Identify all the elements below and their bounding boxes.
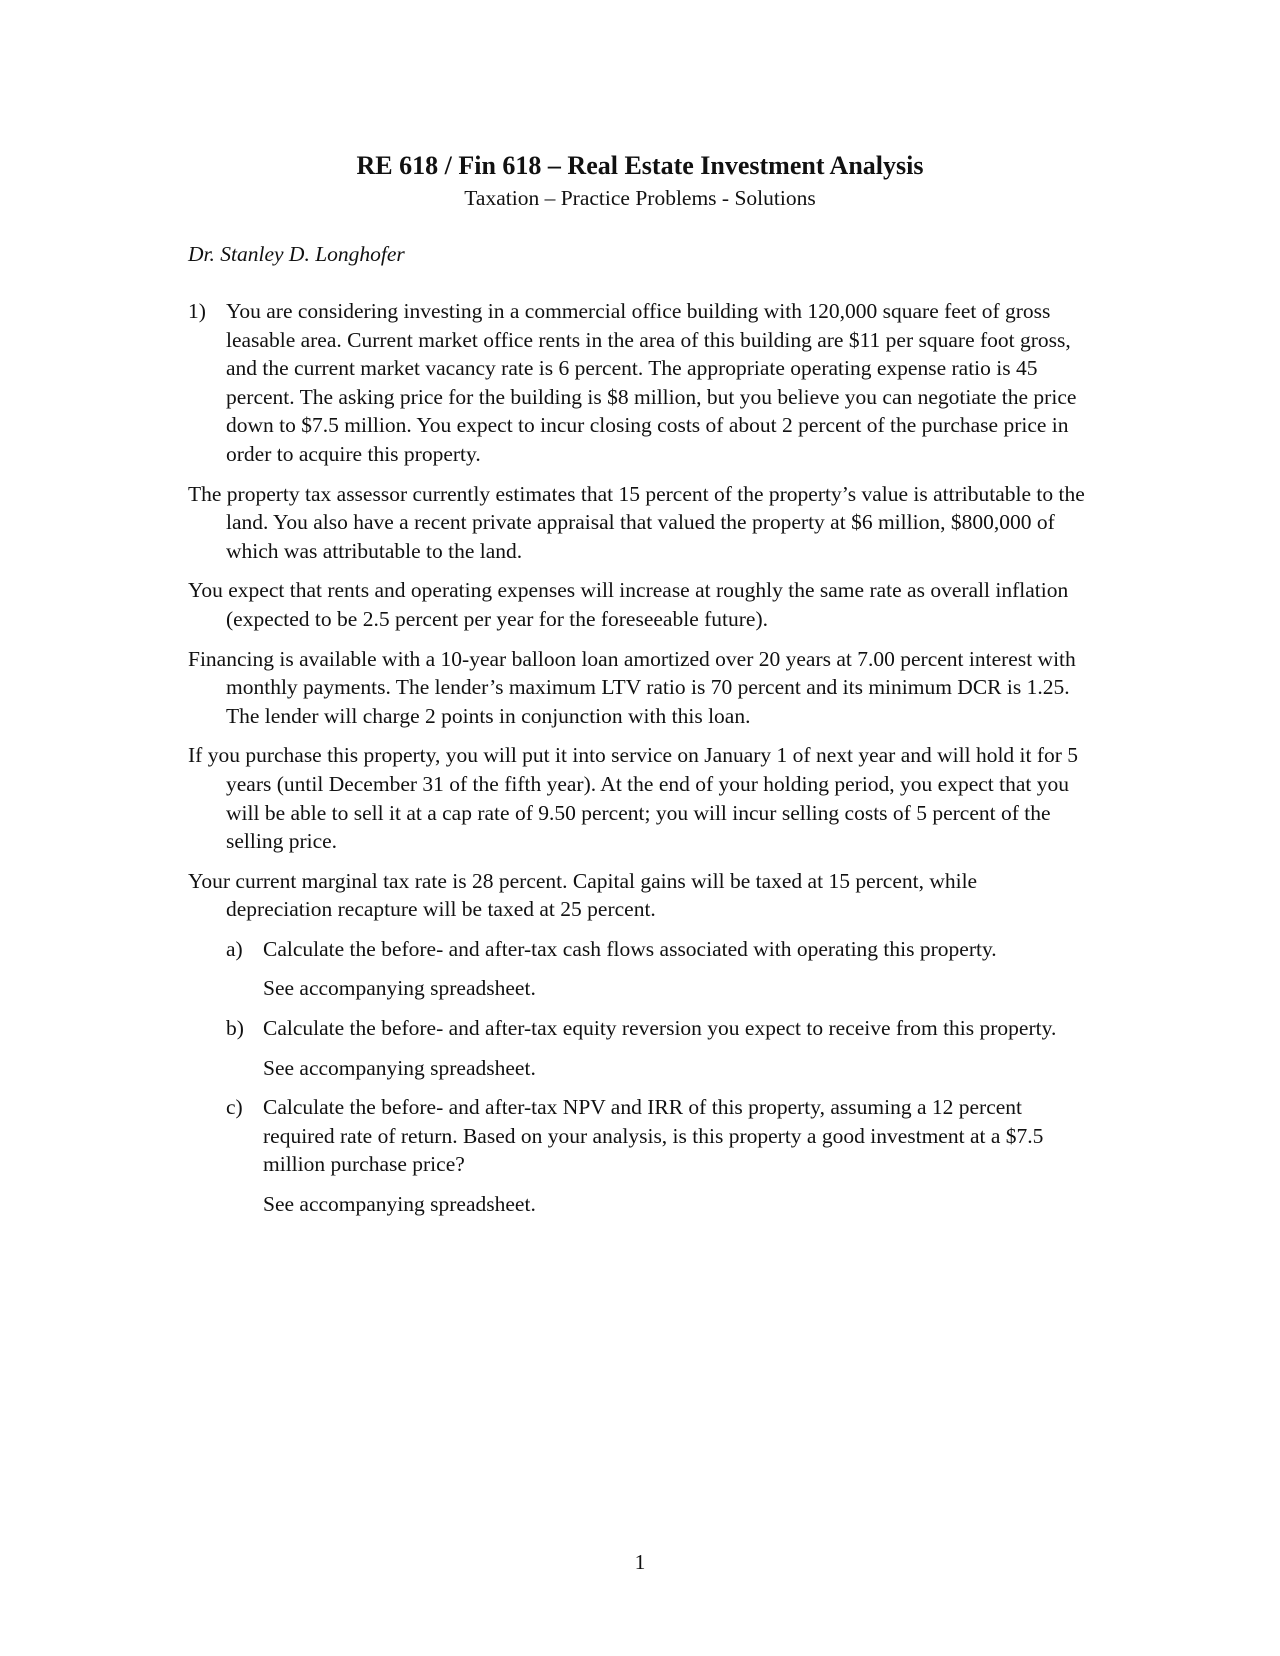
paragraph-financing: Financing is available with a 10-year balloon loan amortized over 20 years at 7.00 percent interest with monthly payments. The lender’s maximum LTV ratio is 70 percent and its minimum DCR is 1.25. The lender will charge 2 points in conjunction with this loan. [188, 646, 1076, 728]
subquestion-label: c) [226, 1095, 243, 1120]
answer-a: See accompanying spreadsheet. [263, 976, 536, 1001]
question-text: You are considering investing in a commercial office building with 120,000 square feet of gross leasable area. Current market office rents in the area of this building are $11 per square foot gross, and the current market vacancy rate is 6 percent. The appropriate operating expense ratio is 45 percent. The asking price for the building is $8 million, but you believe you can negotiate the price down to $7.5 million. You expect to incur closing costs of about 2 percent of the purchase price in order to acquire this property. [226, 299, 1077, 466]
document-body [188, 297, 1088, 1230]
subquestion-text: Calculate the before- and after-tax NPV and IRR of this property, assuming a 12 percent required rate of return. Based on your analysis, is this property a good investment at a $7.5 million purchase price? [263, 1095, 1044, 1177]
paragraph-holding-period: If you purchase this property, you will put it into service on January 1 of next year and will hold it for 5 years (until December 31 of the fifth year). At the end of your holding period, you expect that you will be able to sell it at a cap rate of 9.50 percent; you will incur selling costs of 5 percent of the selling price. [188, 743, 1079, 854]
subquestion-c [226, 1093, 1088, 1179]
answer-b: See accompanying spreadsheet. [263, 1055, 536, 1080]
subquestion-text: Calculate the before- and after-tax cash flows associated with operating this property. [263, 936, 997, 961]
subquestion-b [226, 1014, 1088, 1043]
paragraph-land-value: The property tax assessor currently estimates that 15 percent of the property’s value is attributable to the land. You also have a recent private appraisal that valued the property at $6 million, $800,000 of which was attributable to the land. [188, 481, 1085, 563]
subquestion-label: a) [226, 936, 243, 961]
paragraph-tax-rates: Your current marginal tax rate is 28 percent. Capital gains will be taxed at 15 percent, while depreciation recapture will be taxed at 25 percent. [188, 868, 978, 922]
answer-c: See accompanying spreadsheet. [263, 1192, 536, 1217]
subquestion-text: Calculate the before- and after-tax equity reversion you expect to receive from this property. [263, 1016, 1057, 1041]
author-name: Dr. Stanley D. Longhofer [188, 242, 405, 266]
question-number: 1) [188, 299, 206, 323]
subquestion-label: b) [226, 1016, 244, 1041]
question-1 [188, 297, 1088, 469]
subquestion-a [226, 935, 1088, 964]
page-number: 1 [634, 1550, 646, 1574]
paragraph-inflation: You expect that rents and operating expenses will increase at roughly the same rate as overall inflation (expected to be 2.5 percent per year for the foreseeable future). [188, 578, 1069, 631]
document-title: RE 618 / Fin 618 – Real Estate Investment Analysis [356, 151, 924, 180]
document-subtitle: Taxation – Practice Problems - Solutions [464, 186, 816, 210]
